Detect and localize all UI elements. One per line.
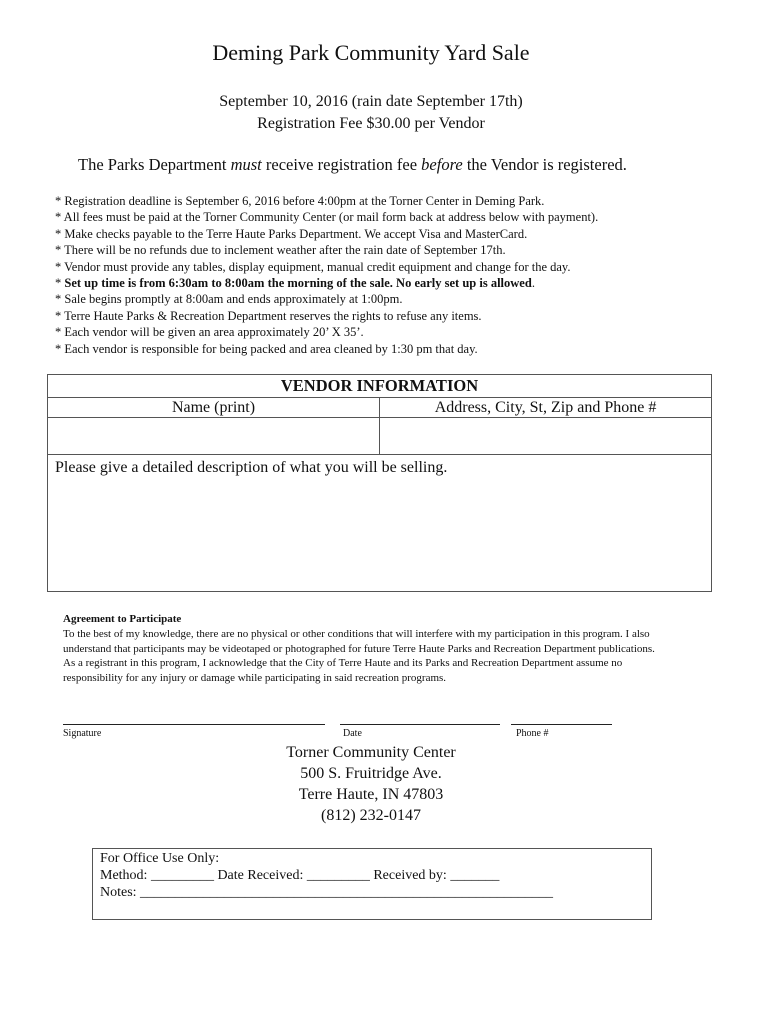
rule-item: * Registration deadline is September 6, 2016 before 4:00pm at the Torner Center in Deming Park. — [55, 194, 545, 208]
vendor-name-field[interactable] — [48, 418, 379, 455]
center-city: Terre Haute, IN 47803 — [298, 786, 444, 803]
agreement-text-line: To the best of my knowledge, there are no physical or other conditions that will interfere with my participation in this program. I also — [63, 627, 650, 640]
rule-setup-bold: Set up time is from 6:30am to 8:00am the morning of the sale. No early set up is allowed — [64, 276, 532, 291]
rule-item: * Each vendor is responsible for being packed and area cleaned by 1:30 pm that day. — [55, 341, 478, 356]
item-description-label: Please give a detailed description of what you will be selling. — [55, 459, 448, 476]
notice-text-2: receive registration fee — [261, 155, 422, 174]
page-title: Deming Park Community Yard Sale — [212, 40, 530, 65]
office-use-title: For Office Use Only: — [100, 851, 220, 866]
rule-item: * Make checks payable to the Terre Haute Parks Department. We accept Visa and MasterCard. — [55, 226, 528, 241]
name-column-header: Name (print) — [171, 399, 256, 416]
date-line[interactable] — [340, 724, 500, 725]
event-date-line: September 10, 2016 (rain date September 17th) — [219, 93, 523, 110]
office-use-box — [92, 848, 652, 920]
table-column-divider — [379, 397, 380, 454]
vendor-table-heading: VENDOR INFORMATION — [280, 376, 479, 395]
rule-item: * Vendor must provide any tables, display equipment, manual credit equipment and change for the day. — [55, 259, 571, 274]
center-name: Torner Community Center — [286, 744, 456, 761]
item-description-field[interactable] — [48, 454, 711, 593]
phone-line[interactable] — [511, 724, 612, 725]
vendor-address-field[interactable] — [380, 418, 711, 455]
agreement-text-line: responsibility for any injury or damage while participating in said recreation programs. — [63, 672, 447, 685]
office-method-line: Method: _________ Date Received: _________ Received by: _______ — [100, 868, 500, 883]
address-column-header: Address, City, St, Zip and Phone # — [434, 399, 657, 416]
rule-item-setup — [55, 275, 598, 291]
agreement-text-line: understand that participants may be videotaped or photographed for future Terre Haute Parks and Recreation Department publications. — [63, 642, 655, 655]
center-phone: (812) 232-0147 — [321, 807, 421, 824]
rules-list — [55, 193, 598, 357]
registration-fee-line: Registration Fee $30.00 per Vendor — [257, 115, 485, 132]
signature-label: Signature — [63, 728, 102, 739]
center-address-block — [0, 742, 742, 826]
date-label: Date — [343, 728, 362, 739]
registration-notice — [78, 155, 627, 175]
notice-emphasis-must: must — [230, 155, 262, 174]
rule-item: * Each vendor will be given an area approximately 20’ X 35’. — [55, 325, 364, 340]
notice-emphasis-before: before — [421, 155, 463, 174]
vendor-information-table — [47, 374, 712, 592]
rule-item: * Sale begins promptly at 8:00am and ends approximately at 1:00pm. — [55, 292, 403, 307]
rule-prefix: * — [55, 276, 65, 291]
notice-text-3: the Vendor is registered. — [462, 155, 627, 174]
rule-item: * Terre Haute Parks & Recreation Department reserves the rights to refuse any items. — [55, 308, 482, 323]
agreement-section — [63, 612, 655, 686]
agreement-text-line: As a registrant in this program, I acknowledge that the City of Terre Haute and its Parks and Recreation Department assume no — [63, 657, 623, 670]
notice-text-1: The Parks Department — [78, 155, 231, 174]
rule-item: * There will be no refunds due to inclement weather after the rain date of September 17th. — [55, 243, 506, 258]
rule-suffix: . — [531, 276, 535, 291]
center-street: 500 S. Fruitridge Ave. — [300, 765, 442, 782]
rule-item: * All fees must be paid at the Torner Community Center (or mail form back at address below with payment). — [55, 210, 599, 225]
phone-label: Phone # — [516, 728, 549, 739]
signature-line[interactable] — [63, 724, 325, 725]
agreement-title: Agreement to Participate — [63, 613, 182, 625]
office-notes-line: Notes: ___________________________________________________________ — [100, 885, 554, 900]
